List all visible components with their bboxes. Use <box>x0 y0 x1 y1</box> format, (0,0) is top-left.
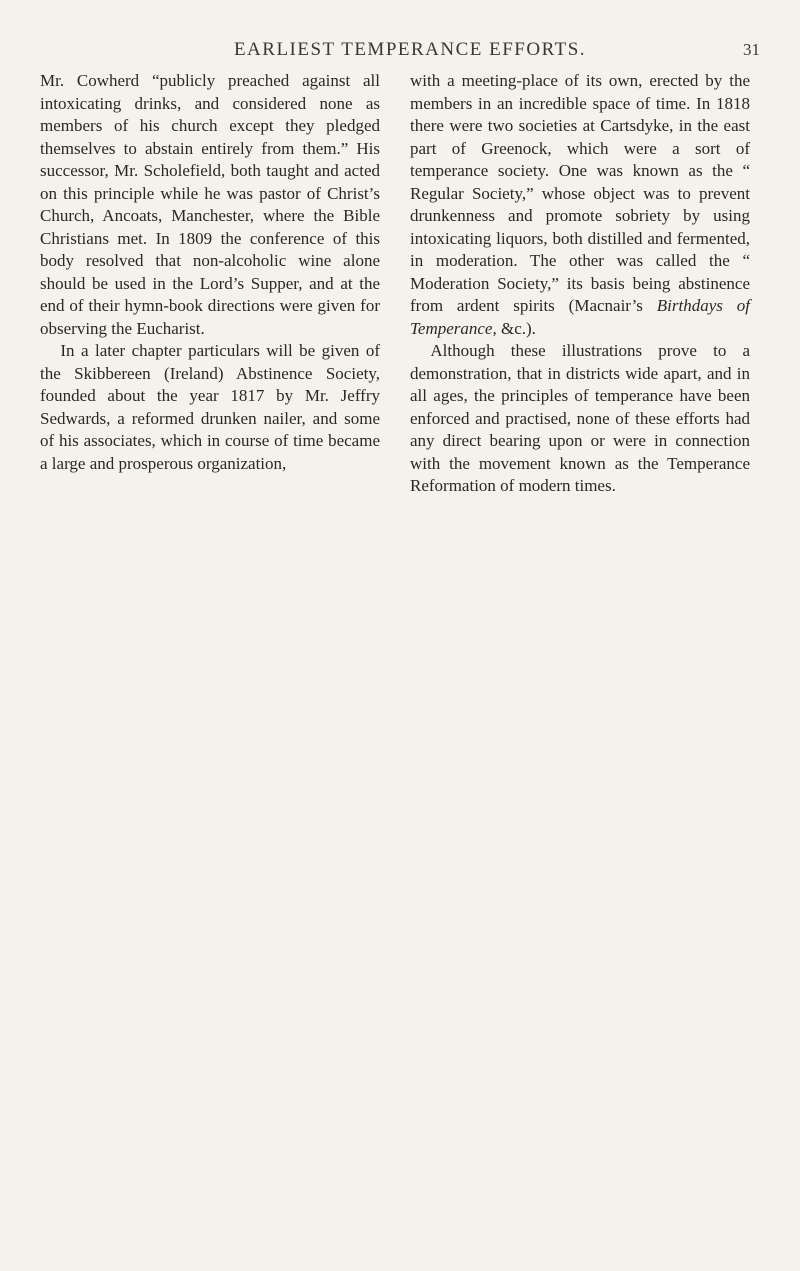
right-paragraph-2: Although these illustrations prove to a demonstration, that in districts wide apart, and in all ages, the principles of temperance have been enforced and practised, none of these efforts had any direct bearing upon or were in connection with the movement known as the Temperance Reformation of modern times. <box>410 341 750 495</box>
left-paragraph-1: Mr. Cowherd “publicly preached against all intoxicating drinks, and considered none as members of his church except they pledged themselves to abstain entirely from them.” His successor, Mr. Scholefield, both taught and acted on this principle while he was pastor of Christ’s Church, Ancoats, Manchester, where the Bible Christians met. In 1809 the conference of this body resolved that non-alcoholic wine alone should be used in the Lord’s Supper, and at the end of their hymn-book directions were given for observing the Eucharist. <box>40 71 380 338</box>
running-title: EARLIEST TEMPERANCE EFFORTS. <box>233 39 587 60</box>
running-head <box>60 38 760 62</box>
left-column <box>40 70 380 475</box>
page-number: 31 <box>743 40 760 59</box>
book-title-birthdays-of-temperance: Birthdays of Temperance, <box>410 296 750 338</box>
right-paragraph-1-text-a: with a meeting-place of its own, erected by the members in an incredible space of time. In 1818 there were two societies at Cartsdyke, in the east part of Greenock, which were a sort of temperance society. One was known as the “ Regular Society,” whose object was to prevent drunkenness and promote sobriety by using intoxicating liquors, both distilled and fermented, in moderation. The other was called the “ Moderation Society,” its basis being abstinence from ardent spirits (Macnair’s <box>410 71 750 315</box>
right-paragraph-1-text-b: &c.). <box>496 318 536 338</box>
right-paragraph-1 <box>410 70 750 340</box>
right-column <box>410 70 750 498</box>
left-paragraph-2: In a later chapter particulars will be given of the Skibbereen (Ireland) Abstinence Society, founded about the year 1817 by Mr. Jeffry Sedwards, a reformed drunken nailer, and some of his associates, which in course of time became a large and prosperous organization, <box>40 341 380 473</box>
